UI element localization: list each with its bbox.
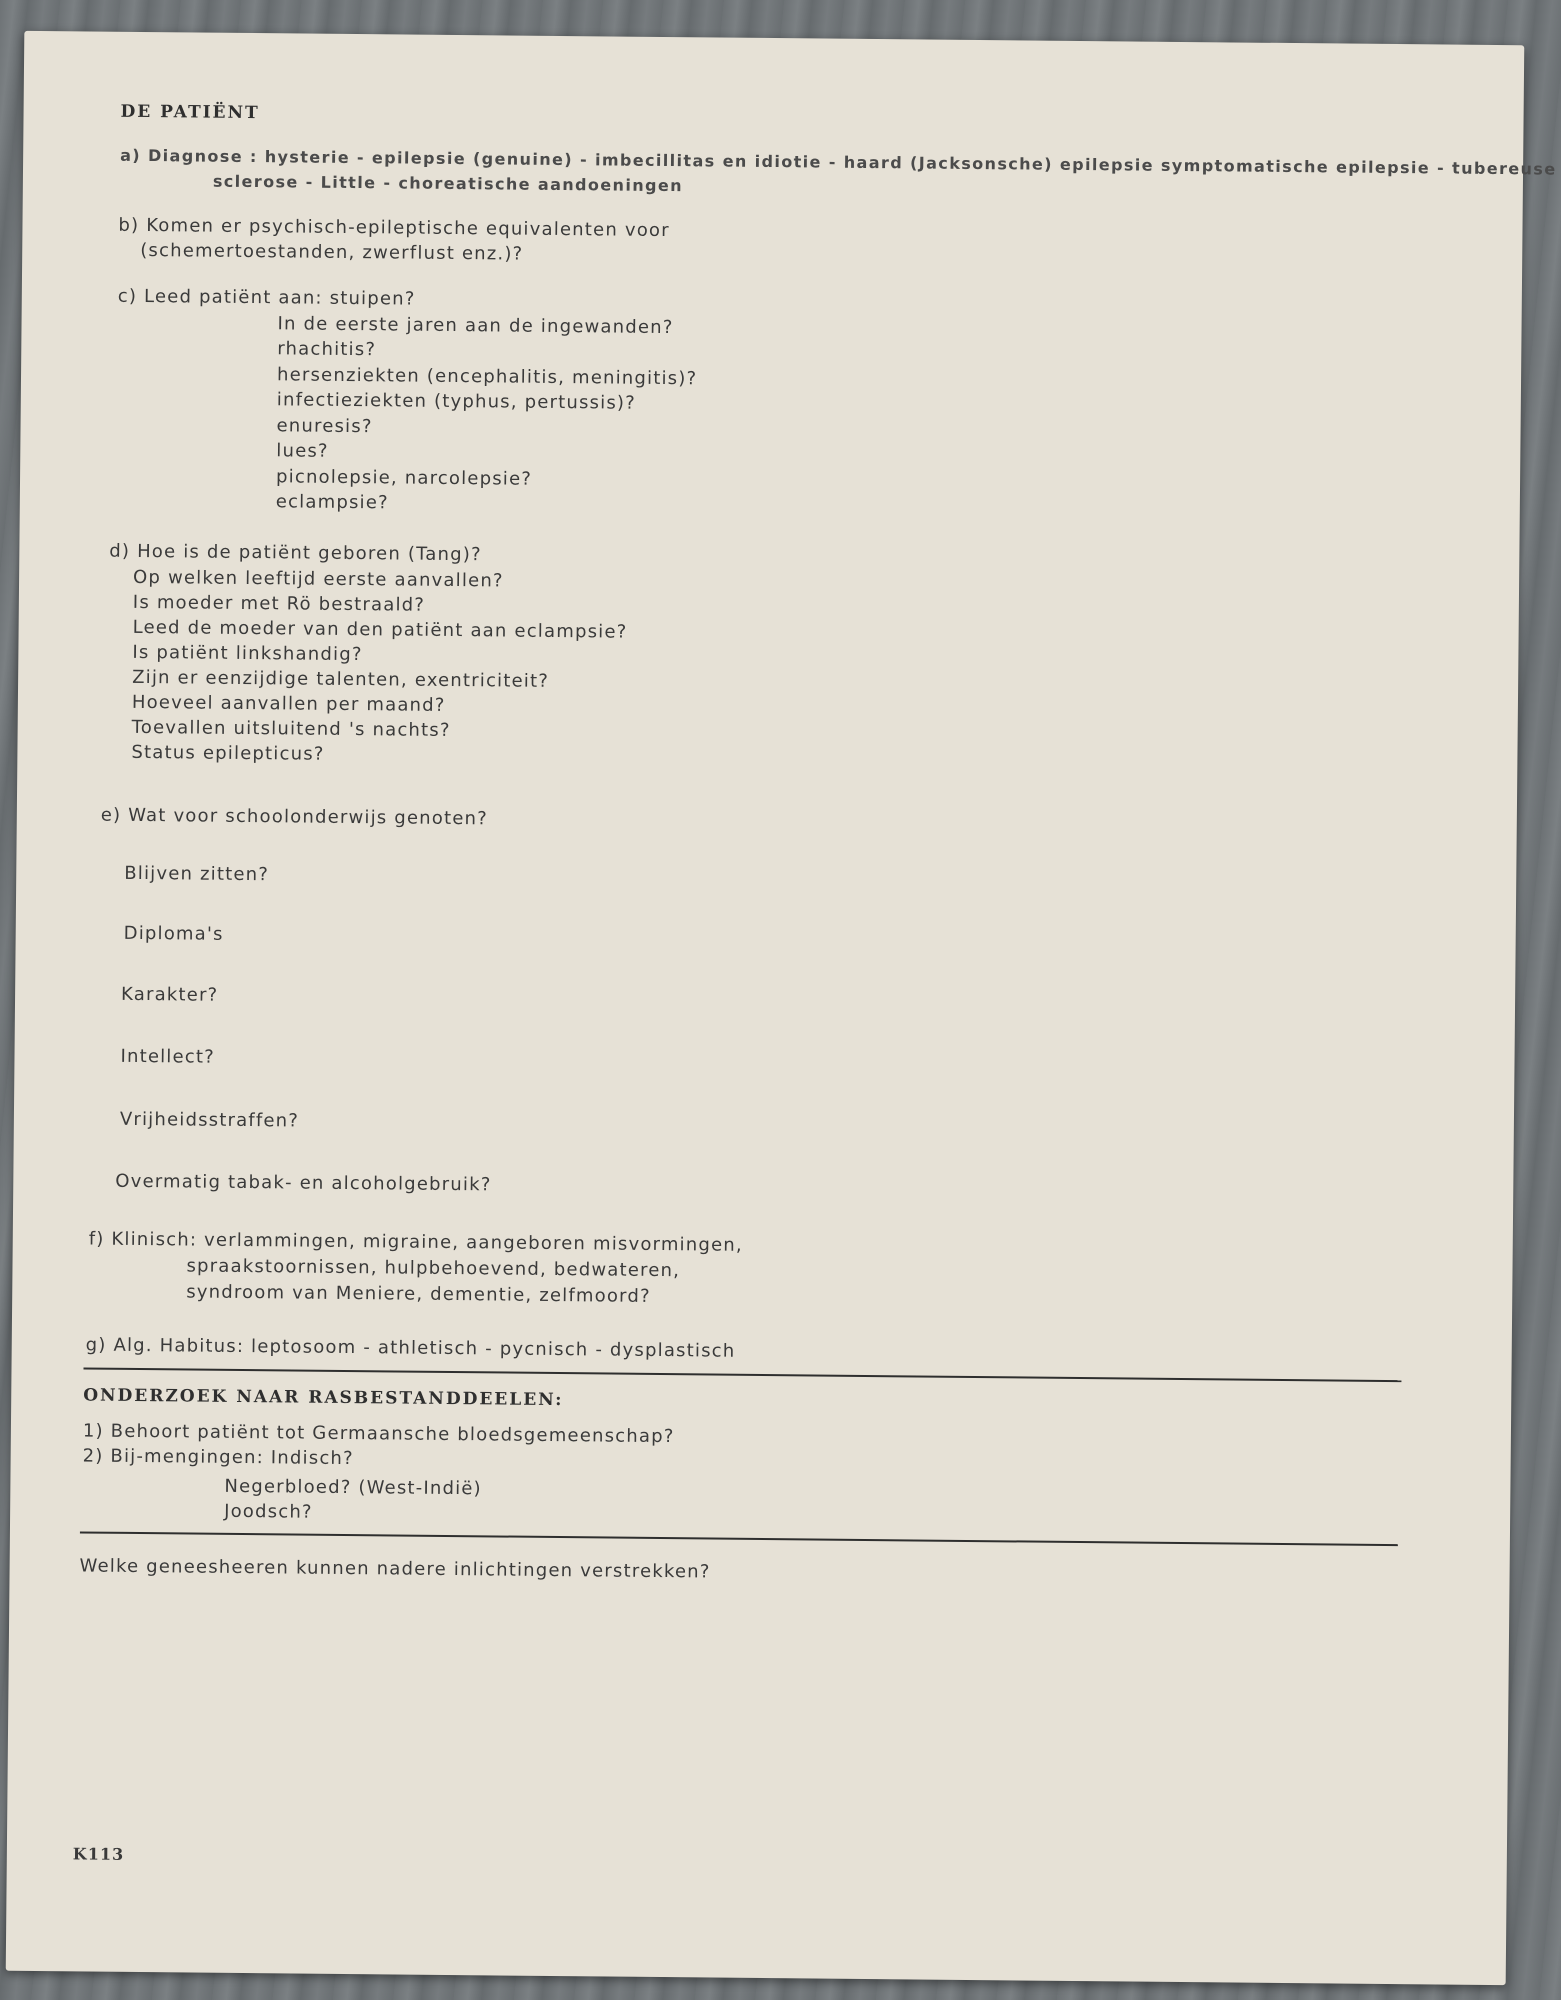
question-2-item: Negerbloed? (West-Indië) bbox=[224, 1475, 482, 1500]
question-2: 2) Bij-mengingen: Indisch? bbox=[82, 1445, 354, 1470]
divider-line bbox=[80, 1531, 1398, 1546]
question-a-line1: a) Diagnose : hysterie - epilepsie (genuine) - imbecillitas en idiotie - haard (Jacksonsche) epilepsie symptomatische epilepsie - tubereuse bbox=[120, 145, 1557, 179]
question-c-item: enuresis? bbox=[276, 415, 373, 438]
question-g-line1: g) Alg. Habitus: leptosoom - athletisch - pycnisch - dysplastisch bbox=[85, 1334, 736, 1362]
question-c-item: In de eerste jaren aan de ingewanden? bbox=[277, 313, 674, 339]
question-c-item: infectieziekten (typhus, pertussis)? bbox=[276, 389, 637, 414]
question-d-item: Is patiënt linkshandig? bbox=[132, 641, 363, 666]
question-e-item: Blijven zitten? bbox=[124, 862, 270, 886]
question-b-line2: (schemertoestanden, zwerflust enz.)? bbox=[140, 239, 524, 265]
question-c-item: hersenziekten (encephalitis, meningitis)? bbox=[276, 364, 698, 390]
question-e-item: Karakter? bbox=[121, 983, 219, 1006]
question-a-line2: sclerose - Little - choreatische aandoeningen bbox=[212, 171, 684, 196]
section-heading: ONDERZOEK NAAR RASBESTANDDEELEN: bbox=[83, 1385, 564, 1411]
question-c-item: eclampsie? bbox=[275, 491, 389, 514]
question-f-line3: syndroom van Meniere, dementie, zelfmoord? bbox=[186, 1281, 651, 1307]
question-d-item: Leed de moeder van den patiënt aan eclampsie? bbox=[132, 616, 628, 643]
question-d-item: Zijn er eenzijdige talenten, exentriciteit? bbox=[132, 666, 550, 692]
question-c-item: picnolepsie, narcolepsie? bbox=[275, 466, 533, 490]
question-c-item: rhachitis? bbox=[277, 338, 377, 361]
question-e-item: Vrijheidsstraffen? bbox=[119, 1108, 300, 1132]
question-d-item: Hoeveel aanvallen per maand? bbox=[131, 691, 446, 716]
footer-question: Welke geneesheeren kunnen nadere inlichtingen verstrekken? bbox=[79, 1555, 711, 1583]
question-c-line1: c) Leed patiënt aan: stuipen? bbox=[117, 285, 416, 310]
question-2-item: Joodsch? bbox=[224, 1500, 313, 1523]
question-d-line1: d) Hoe is de patiënt geboren (Tang)? bbox=[109, 540, 482, 566]
question-e-item: Overmatig tabak- en alcoholgebruik? bbox=[115, 1170, 492, 1196]
question-d-item: Op welken leeftijd eerste aanvallen? bbox=[133, 566, 504, 592]
question-d-item: Toevallen uitsluitend 's nachts? bbox=[131, 716, 451, 741]
question-e-item: Intellect? bbox=[120, 1045, 216, 1068]
question-d-item: Is moeder met Rö bestraald? bbox=[132, 591, 426, 616]
question-c-item: lues? bbox=[276, 440, 329, 462]
question-e-item: Diploma's bbox=[123, 922, 224, 945]
question-f-line1: f) Klinisch: verlammingen, migraine, aangeboren misvormingen, bbox=[88, 1228, 743, 1256]
question-d-item: Status epilepticus? bbox=[131, 741, 325, 765]
form-code: K113 bbox=[72, 1844, 125, 1864]
form-sheet bbox=[6, 31, 1557, 1985]
question-1: 1) Behoort patiënt tot Germaansche bloedsgemeenschap? bbox=[82, 1420, 675, 1448]
page-title: DE PATIËNT bbox=[120, 101, 260, 124]
question-f-line2: spraakstoornissen, hulpbehoevend, bedwateren, bbox=[186, 1255, 681, 1282]
divider-line bbox=[83, 1367, 1401, 1382]
question-b-line1: b) Komen er psychisch-epileptische equivalenten voor bbox=[118, 214, 670, 242]
question-e-line1: e) Wat voor schoolonderwijs genoten? bbox=[100, 804, 489, 830]
